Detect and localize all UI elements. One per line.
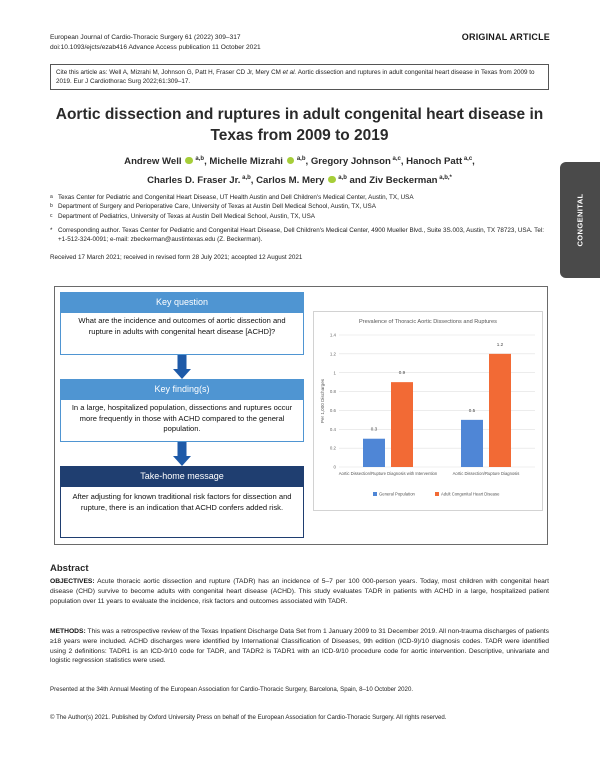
author-list: Andrew Well $^{a,b}$, Michelle Mizrahi $^{a,b}$, Gregory Johnson $^{a,c}$, Hanoch Patt $^{a,c}$, Charles D. Fraser Jr. $^{a,b}$, Carlos M. Mery $^{a,b}$ and Ziv Beckerman $^{a,b,*}$ bbox=[124, 156, 475, 187]
chart-ytick-label: 0.8 bbox=[329, 389, 336, 395]
arrow-down-icon bbox=[60, 355, 304, 379]
chart-ytick-label: 1.2 bbox=[329, 351, 336, 357]
author-name: Andrew Well bbox=[124, 156, 182, 168]
objectives-label: OBJECTIVES: bbox=[50, 578, 95, 585]
article-title: Aortic dissection and ruptures in adult congenital heart disease in Texas from 2009 to 2019 bbox=[55, 106, 544, 144]
citation-box bbox=[50, 64, 549, 90]
presented-note: Presented at the 34th Annual Meeting of the European Association for Cardio-Thoracic Surgery, Barcelona, Spain, 8–10 October 2020. bbox=[50, 686, 414, 693]
chart-ytick-label: 1 bbox=[333, 370, 336, 376]
affiliation-mark: b bbox=[50, 203, 53, 210]
chart-bar bbox=[461, 420, 483, 467]
key-question-heading: Key question bbox=[60, 292, 304, 312]
take-home-text: After adjusting for known traditional risk factors for dissection and rupture, there is an indication that ACHD confers added risk. bbox=[60, 486, 304, 538]
author bbox=[209, 156, 305, 167]
chart-ytick-label: 1.4 bbox=[329, 332, 336, 338]
affiliation-mark: a bbox=[50, 194, 53, 200]
take-home-heading: Take-home message bbox=[60, 466, 304, 486]
author-affiliation-mark: a,b bbox=[240, 175, 251, 182]
abstract-methods bbox=[50, 627, 549, 666]
affiliations bbox=[50, 193, 549, 221]
copyright: © The Author(s) 2021. Published by Oxford University Press on behalf of the European Association for Cardio-Thoracic Surgery. All rights reserved. bbox=[50, 714, 447, 721]
corresponding-text: Corresponding author. Texas Center for Pediatric and Congenital Heart Disease, Dell Children's Medical Center, 4900 Mueller Blvd., Suite 3S.003, Austin, TX 78723, USA. Tel: +1-512-324-0091; e-mail: zbeckerman@austintexas.edu (Z. Beckerman). bbox=[58, 227, 544, 244]
affiliation-mark: c bbox=[50, 212, 53, 219]
doi-line: doi:10.1093/ejcts/ezab416 Advance Access publication 11 October 2021 bbox=[50, 43, 261, 51]
abstract-objectives bbox=[50, 577, 549, 606]
citation-etal: et al. bbox=[282, 69, 297, 76]
methods-text: This was a retrospective review of the Texas Inpatient Discharge Data Set from 1 January 2009 to 31 December 2019. All non-trauma discharges of patients ≥18 years were included. ACHD discharges were identified by International Classification of Diseases, 9th edition (ICD-9)/10 diagnosis codes. TADR were identified using 2 definitions: TADR1 is an ICD-9/10 code for TADR, and TADR2 is TADR1 with an ICD-9/10 procedure code for aortic intervention. Descriptive, univariate and logistic regression statistics were used. bbox=[50, 628, 549, 665]
affiliation-a bbox=[50, 193, 549, 202]
chart-bar bbox=[391, 382, 413, 467]
affiliation-text: Department of Pediatrics, University of Texas at Austin Dell Medical School, Austin, TX, USA bbox=[58, 212, 316, 220]
author-affiliation-mark: a,b bbox=[336, 175, 347, 182]
author-name: Michelle Mizrahi bbox=[209, 156, 283, 168]
received-dates: Received 17 March 2021; received in revised form 28 July 2021; accepted 12 August 2021 bbox=[50, 254, 303, 261]
author-affiliation-mark: a,b bbox=[295, 156, 306, 162]
chart-bar bbox=[363, 439, 385, 467]
author-affiliation-mark: a,c bbox=[462, 156, 473, 162]
chart-category-label: Aortic Dissection/Rupture Diagnosis bbox=[452, 471, 520, 476]
affiliation-text: Texas Center for Pediatric and Congenital Heart Disease, UT Health Austin and Dell Children's Medical Center, Austin, TX, USA bbox=[58, 194, 414, 201]
journal-info bbox=[50, 33, 261, 52]
citation-prefix: Cite this article as: Well A, Mizrahi M, Johnson G, Patt H, Fraser CD Jr, Mery CM bbox=[56, 69, 283, 76]
methods-label: METHODS: bbox=[50, 628, 86, 635]
author-name: Hanoch Patt bbox=[406, 156, 463, 168]
journal-citation-line: European Journal of Cardio-Thoracic Surgery 61 (2022) 309–317 bbox=[50, 34, 241, 41]
corresponding-mark: * bbox=[50, 227, 53, 234]
section-tab bbox=[560, 162, 600, 278]
chart-legend-swatch bbox=[435, 492, 439, 496]
affiliation-b bbox=[50, 202, 549, 211]
author-name: Gregory Johnson bbox=[310, 156, 391, 168]
chart-data-label: 1.2 bbox=[496, 341, 504, 347]
chart-legend-label: General Population bbox=[379, 491, 415, 497]
chart-ytick-label: 0.2 bbox=[329, 445, 336, 451]
key-finding-heading: Key finding(s) bbox=[60, 379, 304, 399]
author bbox=[369, 175, 452, 186]
graphical-abstract bbox=[54, 286, 548, 545]
prevalence-chart bbox=[313, 311, 543, 511]
chart-data-label: 0.3 bbox=[370, 426, 378, 432]
chart-title: Prevalence of Thoracic Aortic Dissections and Ruptures bbox=[359, 319, 497, 325]
author bbox=[256, 175, 347, 186]
orcid-icon[interactable] bbox=[185, 157, 193, 165]
author bbox=[406, 156, 472, 167]
section-tab-label: CONGENITAL bbox=[575, 193, 585, 247]
orcid-icon[interactable] bbox=[328, 176, 336, 184]
orcid-icon[interactable] bbox=[287, 157, 295, 165]
chart-ytick-label: 0.6 bbox=[329, 408, 336, 414]
ga-text-panel bbox=[60, 292, 304, 538]
author-affiliation-mark: a,b,* bbox=[437, 175, 452, 182]
author-name: Charles D. Fraser Jr. bbox=[147, 175, 241, 187]
article-type: ORIGINAL ARTICLE bbox=[461, 32, 550, 42]
chart-data-label: 0.9 bbox=[398, 370, 406, 376]
chart-ytick-label: 0 bbox=[333, 464, 336, 470]
chart-category-label: Aortic Dissection/Rupture Diagnosis with Intervention bbox=[338, 471, 438, 476]
chart-legend-swatch bbox=[373, 492, 377, 496]
corresponding-author bbox=[50, 226, 549, 245]
key-finding-text: In a large, hospitalized population, dissections and ruptures occur more frequently in those with ACHD compared to the general population. bbox=[60, 399, 304, 442]
author bbox=[147, 175, 251, 186]
author bbox=[311, 156, 401, 167]
author bbox=[124, 156, 204, 167]
author-name: Ziv Beckerman bbox=[369, 175, 438, 187]
arrow-down-icon bbox=[60, 442, 304, 466]
author-affiliation-mark: a,c bbox=[390, 156, 401, 162]
affiliation-c bbox=[50, 212, 549, 221]
chart-data-label: 0.5 bbox=[468, 407, 476, 413]
chart-bar bbox=[489, 354, 511, 467]
objectives-text: Acute thoracic aortic dissection and rupture (TADR) has an incidence of 5–7 per 100 000-person years. Today, most children with congenital heart disease (CHD) survive to become adults with congenital heart disease (ACHD). This study evaluates TADR in patients with ACHD in a large, hospitalized patient population over 11 years to evaluate the incidence, risk factors and outcomes associated with TADR. bbox=[50, 578, 549, 605]
key-question-text: What are the incidence and outcomes of aortic dissection and rupture in adults with congenital heart disease [ACHD]? bbox=[60, 312, 304, 355]
chart-ytick-label: 0.4 bbox=[329, 426, 336, 432]
abstract-heading: Abstract bbox=[50, 563, 89, 574]
affiliation-text: Department of Surgery and Perioperative Care, University of Texas at Austin Dell Medical School, Austin, TX, USA bbox=[58, 203, 376, 211]
author-affiliation-mark: a,b bbox=[193, 156, 205, 162]
chart-ylabel: Per 1,000 Discharges bbox=[320, 378, 325, 424]
citation-rest: Aortic dissection and ruptures in adult congenital heart disease in Texas from 2009 to 2019. Eur J Cardiothorac Surg 2022;61:309–17. bbox=[56, 69, 535, 85]
chart-legend-label: Adult Congenital Heart Disease bbox=[441, 491, 500, 497]
author-name: Carlos M. Mery bbox=[256, 175, 325, 187]
